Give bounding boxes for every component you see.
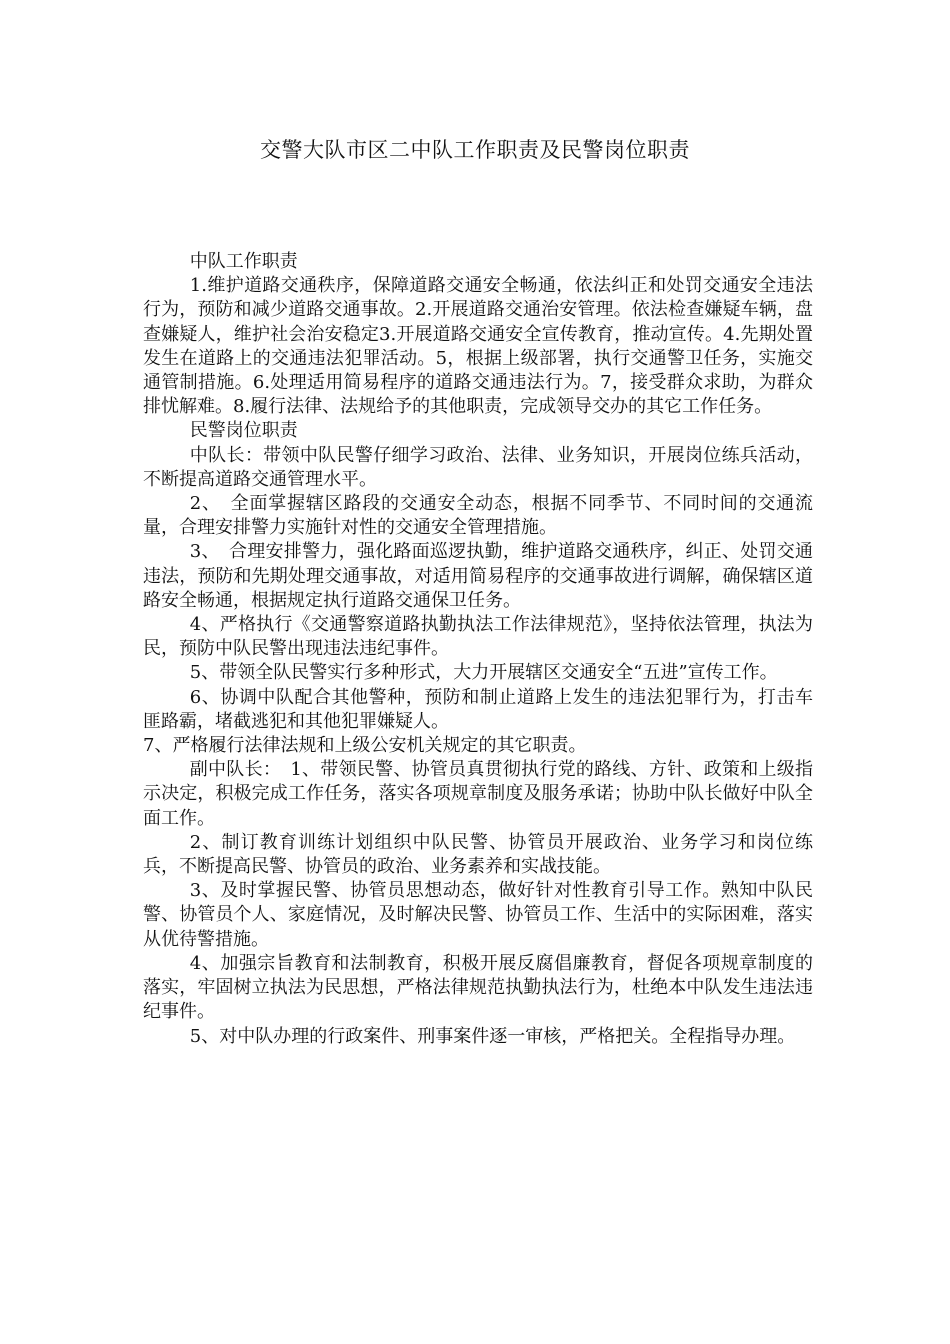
paragraph-captain-duty-2: 2、 全面掌握辖区路段的交通安全动态，根据不同季节、不同时间的交通流量，合理安排警力实施针对性的交通安全管理措施。 (143, 493, 813, 539)
section-heading-squad-duties: 中队工作职责 (189, 251, 298, 272)
paragraph-squad-duties: 1.维护道路交通秩序，保障道路交通安全畅通，依法纠正和处罚交通安全违法行为，预防和减少道路交通事故。2.开展道路交通治安管理。依法检查嫌疑车辆，盘查嫌疑人，维护社会治安稳定3.开展道路交通安全宣传教育，推动宣传。4.先期处置发生在道路上的交通违法犯罪活动。5，根据上级部署，执行交通警卫任务，实施交通管制措施。6.处理适用简易程序的道路交通违法行为。7，接受群众求助，为群众排忧解难。8.履行法律、法规给予的其他职责，完成领导交办的其它工作任务。 (143, 275, 813, 418)
document-title: 交警大队市区二中队工作职责及民警岗位职责 (260, 138, 690, 162)
paragraph-captain-duty-1: 中队长：带领中队民警仔细学习政治、法律、业务知识，开展岗位练兵活动，不断提高道路交通管理水平。 (143, 444, 813, 490)
paragraph-deputy-duty-4: 4、加强宗旨教育和法制教育，积极开展反腐倡廉教育，督促各项规章制度的落实，牢固树立执法为民思想，严格法律规范执勤执法行为，杜绝本中队发生违法违纪事件。 (143, 952, 813, 1023)
section-heading-police-duties: 民警岗位职责 (189, 420, 298, 442)
paragraph-deputy-duty-2: 2、制订教育训练计划组织中队民警、协管员开展政治、业务学习和岗位练兵，不断提高民警、协管员的政治、业务素养和实战技能。 (143, 831, 813, 878)
paragraph-captain-duty-3: 3、 合理安排警力，强化路面巡逻执勤，维护道路交通秩序，纠正、处罚交通违法，预防和先期处理交通事故，对适用简易程序的交通事故进行调解，确保辖区道路安全畅通，根据规定执行道路交通保卫任务。 (143, 541, 813, 611)
paragraph-captain-duty-7: 7、严格履行法律法规和上级公安机关规定的其它职责。 (143, 735, 587, 757)
document-body (143, 250, 813, 1049)
paragraph-captain-duty-5: 5、带领全队民警实行多种形式，大力开展辖区交通安全“五进”宣传工作。 (189, 662, 778, 684)
paragraph-captain-duty-6: 6、协调中队配合其他警种，预防和制止道路上发生的违法犯罪行为，打击车匪路霸，堵截逃犯和其他犯罪嫌疑人。 (143, 686, 813, 732)
paragraph-deputy-duty-5: 5、对中队办理的行政案件、刑事案件逐一审核，严格把关。全程指导办理。 (189, 1025, 796, 1047)
paragraph-deputy-duty-3: 3、及时掌握民警、协管员思想动态，做好针对性教育引导工作。熟知中队民警、协管员个人、家庭情况，及时解决民警、协管员工作、生活中的实际困难，落实从优待警措施。 (143, 880, 813, 950)
paragraph-deputy-duty-1: 副中队长： 1、带领民警、协管员真贯彻执行党的路线、方针、政策和上级指示决定，积极完成工作任务，落实各项规章制度及服务承诺；协助中队长做好中队全面工作。 (143, 759, 813, 829)
paragraph-captain-duty-4: 4、严格执行《交通警察道路执勤执法工作法律规范》，坚持依法管理，执法为民，预防中队民警出现违法违纪事件。 (143, 614, 813, 660)
